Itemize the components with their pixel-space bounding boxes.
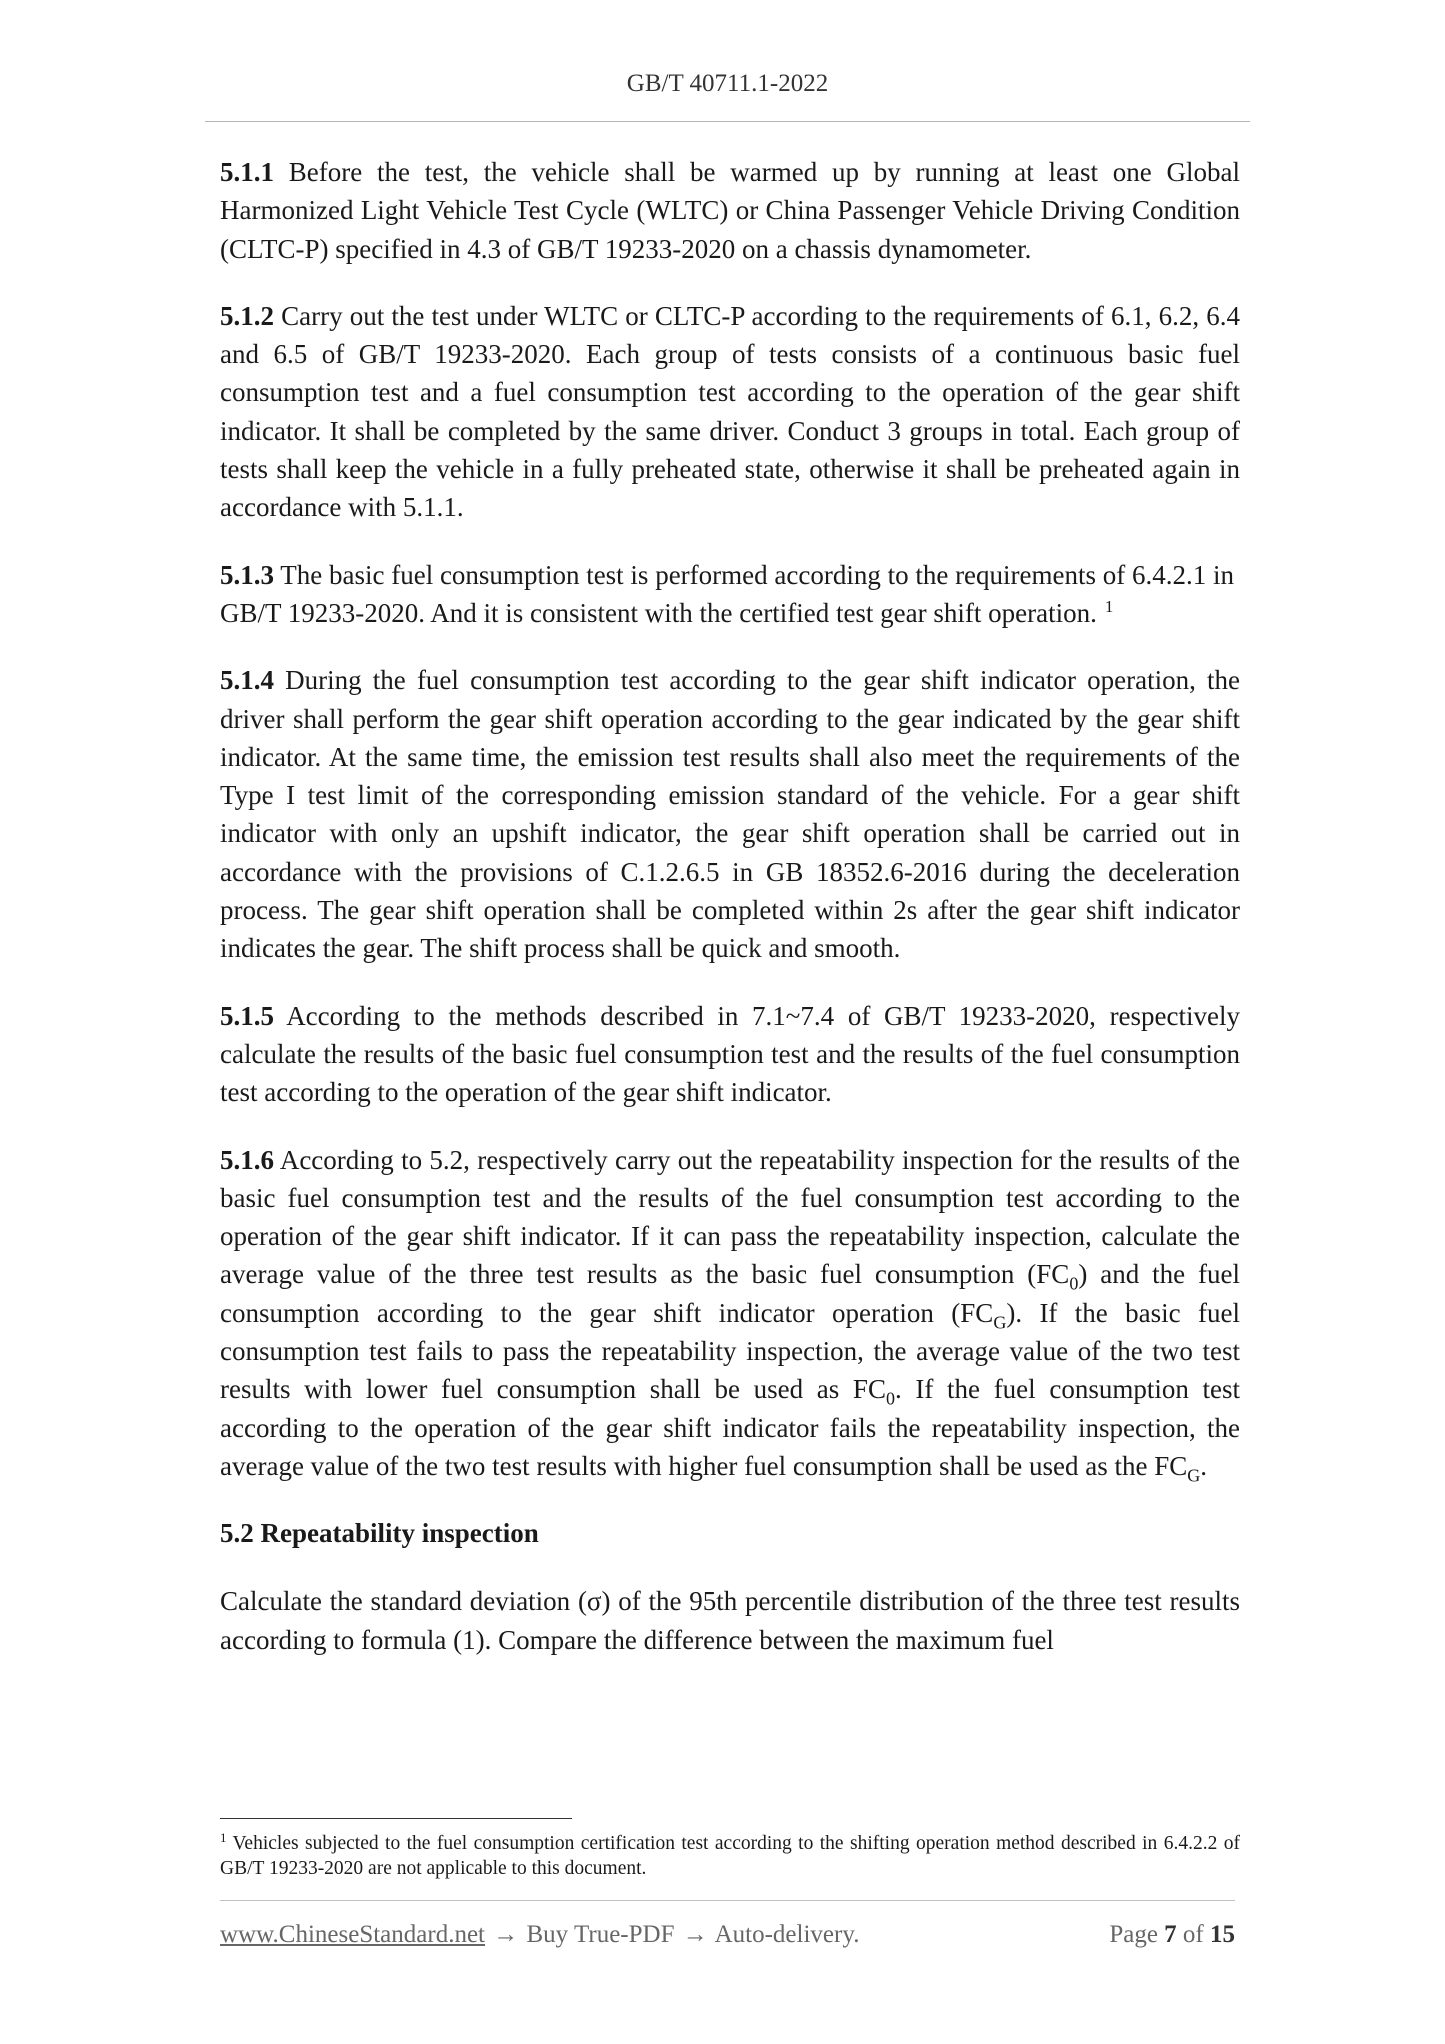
delivery-text: Auto-delivery. [714, 1921, 860, 1948]
clause-text: According to 5.2, respectively carry out the repeatability inspection for the results of the basic fuel consumption test and the results of the fuel consumption test according to the operation of the gear shift indicator. If it can pass the repeatability inspection, calculate the average value of the three test results as the basic fuel consumption (FC [220, 1144, 1241, 1290]
clause-5-1-2 [220, 297, 1240, 527]
document-body [220, 153, 1240, 1688]
footnote [220, 1831, 1240, 1881]
footnote-mark: 1 [220, 1829, 227, 1845]
footer-divider [220, 1900, 1235, 1901]
page-label: Page [1109, 1921, 1158, 1948]
clause-5-1-6 [220, 1141, 1240, 1486]
clause-number: 5.1.2 [220, 300, 274, 331]
of-label: of [1182, 1921, 1204, 1948]
header-divider [205, 121, 1250, 122]
clause-text: Carry out the test under WLTC or CLTC-P according to the requirements of 6.1, 6.2, 6.4 and 6.5 of GB/T 19233-2020. Each group of tests consists of a continuous basic fuel consumption test and a fuel consumption test according to the operation of the gear shift indicator. It shall be completed by the same driver. Conduct 3 groups in total. Each group of tests shall keep the vehicle in a fully preheated state, otherwise it shall be preheated again in accordance with 5.1.1. [220, 300, 1240, 523]
clause-number: 5.1.5 [220, 1000, 274, 1031]
footnote-text: Vehicles subjected to the fuel consumption certification test according to the shifting operation method described in 6.4.2.2 of GB/T 19233-2020 are not applicable to this document. [220, 1833, 1240, 1879]
page-header: GB/T 40711.1-2022 [626, 70, 829, 97]
footnote-divider [220, 1818, 572, 1819]
clause-5-1-3 [220, 556, 1240, 633]
clause-5-1-1 [220, 153, 1240, 268]
arrow-right-icon: → [493, 1921, 519, 1948]
clause-text: ) and the fuel consumption according to the gear shift indicator operation (FC [220, 1259, 1241, 1328]
buy-text: Buy True-PDF [526, 1921, 675, 1948]
arrow-right-icon: → [682, 1921, 708, 1948]
clause-text: . [1200, 1450, 1208, 1481]
section-5-2-text: Calculate the standard deviation (σ) of the 95th percentile distribution of the three test results according to formula (1). Compare the difference between the maximum fuel [220, 1586, 1240, 1655]
clause-number: 5.1.4 [220, 665, 274, 696]
clause-text: During the fuel consumption test according to the gear shift indicator operation, the driver shall perform the gear shift operation according to the gear indicated by the gear shift indicator. At the same time, the emission test results shall also meet the requirements of the Type I test limit of the corresponding emission standard of the vehicle. For a gear shift indicator with only an upshift indicator, the gear shift operation shall be carried out in accordance with the provisions of C.1.2.6.5 in GB 18352.6-2016 during the deceleration process. The gear shift operation shall be completed within 2s after the gear shift indicator indicates the gear. The shift process shall be quick and smooth. [220, 665, 1240, 964]
clause-number: 5.1.1 [220, 157, 274, 187]
section-heading-5-2: 5.2 Repeatability inspection [220, 1518, 539, 1549]
page-footer [220, 1921, 1235, 1949]
website-link[interactable]: www.ChineseStandard.net [220, 1921, 485, 1948]
subscript: 0 [1069, 1273, 1079, 1294]
footer-left [220, 1921, 859, 1949]
clause-number: 5.1.3 [220, 559, 274, 590]
page-number: 7 [1164, 1921, 1177, 1948]
clause-text: Before the test, the vehicle shall be warmed up by running at least one Global Harmonized Light Vehicle Test Cycle (WLTC) or China Passenger Vehicle Driving Condition (CLTC-P) specified in 4.3 of GB/T 19233-2020 on a chassis dynamometer. [220, 157, 1241, 264]
clause-text: . If the fuel consumption test according to the operation of the gear shift indicator fails the repeatability inspection, the average value of the two test results with higher fuel consumption shall be used as the FC [220, 1374, 1241, 1481]
clause-text: ). If the basic fuel consumption test fails to pass the repeatability inspection, the average value of the two test results with lower fuel consumption shall be used as FC [220, 1297, 1240, 1405]
clause-text: According to the methods described in 7.1~7.4 of GB/T 19233-2020, respectively calculate the results of the basic fuel consumption test and the results of the fuel consumption test according to the operation of the gear shift indicator. [220, 1000, 1241, 1108]
subscript: 0 [885, 1388, 895, 1409]
subscript: G [1187, 1465, 1201, 1486]
page-indicator [1109, 1921, 1235, 1949]
subscript: G [993, 1312, 1007, 1333]
clause-number: 5.1.6 [220, 1144, 274, 1175]
page-total: 15 [1210, 1921, 1235, 1948]
clause-text: The basic fuel consumption test is performed according to the requirements of 6.4.2.1 in GB/T 19233-2020. And it is consistent with the certified test gear shift operation. [220, 559, 1235, 628]
footnote-reference[interactable]: 1 [1104, 596, 1114, 616]
clause-5-1-4 [220, 661, 1240, 967]
clause-5-1-5 [220, 997, 1240, 1112]
